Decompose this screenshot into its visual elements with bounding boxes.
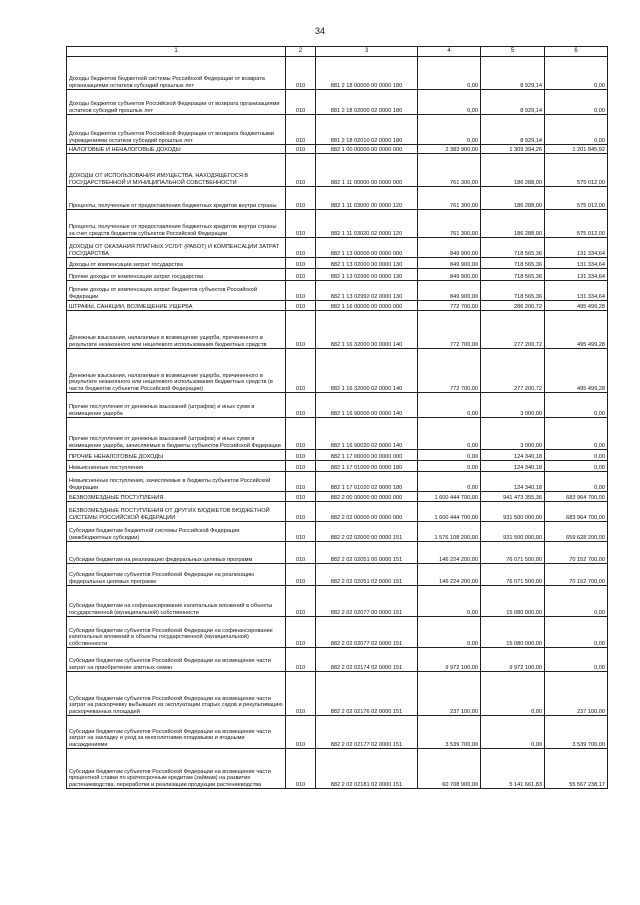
- row-name: Невыясненные поступления, зачисляемые в бюджеты субъектов Российской Федерации: [67, 472, 286, 492]
- row-value-unexecuted: 131 334,64: [545, 238, 608, 258]
- row-line-code: 010: [286, 672, 316, 716]
- row-value-approved: 237 100,00: [418, 672, 481, 716]
- row-budget-code: 881 2 18 00000 00 0000 180: [316, 57, 418, 90]
- table-row: [67, 187, 608, 210]
- row-budget-code: 882 2 02 00000 00 0000 000: [316, 502, 418, 522]
- row-budget-code: 882 1 13 02992 02 0000 130: [316, 281, 418, 301]
- row-line-code: 010: [286, 301, 316, 311]
- row-value-approved: 146 224 200,00: [418, 564, 481, 586]
- row-line-code: 010: [286, 393, 316, 418]
- row-value-approved: 761 300,00: [418, 187, 481, 210]
- row-name: Доходы бюджетов субъектов Российской Федерации от возврата организациями остатков субсидий прошлых лет: [67, 90, 286, 115]
- row-line-code: 010: [286, 461, 316, 472]
- table-row: [67, 586, 608, 617]
- row-value-unexecuted: 0,00: [545, 115, 608, 145]
- header-col-4: 4: [418, 47, 481, 57]
- row-value-executed: 941 473 355,36: [481, 492, 545, 502]
- row-value-unexecuted: 495 499,28: [545, 301, 608, 311]
- row-value-executed: 3 000,00: [481, 393, 545, 418]
- row-name: Субсидии бюджетам субъектов Российской Федерации на возмещение части процентной ставки по краткосрочным кредитам (займам) на развитие растениеводства, переработки и реализации продукции растениеводства: [67, 749, 286, 789]
- row-line-code: 010: [286, 586, 316, 617]
- row-budget-code: 882 1 11 00000 00 0000 000: [316, 154, 418, 187]
- row-value-approved: 2 383 900,00: [418, 145, 481, 154]
- row-value-executed: 186 288,00: [481, 187, 545, 210]
- row-name: Субсидии бюджетам субъектов Российской Федерации на реализацию федеральных целевых программ: [67, 564, 286, 586]
- row-line-code: 010: [286, 349, 316, 393]
- row-value-approved: 772 700,00: [418, 301, 481, 311]
- row-value-approved: 1 600 444 700,00: [418, 502, 481, 522]
- row-value-executed: 15 080 000,00: [481, 617, 545, 648]
- table-row: [67, 301, 608, 311]
- table-row: [67, 90, 608, 115]
- table-row: [67, 57, 608, 90]
- table-row: [67, 749, 608, 789]
- table-row: [67, 672, 608, 716]
- row-value-unexecuted: 131 334,64: [545, 258, 608, 269]
- row-name: ШТРАФЫ, САНКЦИИ, ВОЗМЕЩЕНИЕ УЩЕРБА: [67, 301, 286, 311]
- row-name: Денежные взыскания, налагаемые в возмещение ущерба, причиненного в результате незаконного или нецелевого использования бюджетных средств: [67, 311, 286, 349]
- table-row: [67, 522, 608, 542]
- row-value-executed: 718 565,36: [481, 269, 545, 281]
- table-row: [67, 648, 608, 672]
- row-budget-code: 882 2 02 02051 02 0000 151: [316, 564, 418, 586]
- header-col-3: 3: [316, 47, 418, 57]
- row-name: ДОХОДЫ ОТ ОКАЗАНИЯ ПЛАТНЫХ УСЛУГ (РАБОТ) И КОМПЕНСАЦИИ ЗАТРАТ ГОСУДАРСТВА: [67, 238, 286, 258]
- row-name: Субсидии бюджетам на софинансирование капитальных вложений в объекты государственной (муниципальной) собственности: [67, 586, 286, 617]
- row-name: Прочие поступления от денежных взысканий (штрафов) и иных сумм в возмещение ущерба: [67, 393, 286, 418]
- row-value-approved: 849 900,00: [418, 258, 481, 269]
- row-value-approved: 772 700,00: [418, 349, 481, 393]
- row-budget-code: 882 2 02 02181 02 0000 151: [316, 749, 418, 789]
- row-line-code: 010: [286, 522, 316, 542]
- row-value-executed: 286 200,72: [481, 301, 545, 311]
- row-name: Невыясненные поступления: [67, 461, 286, 472]
- row-line-code: 010: [286, 418, 316, 450]
- row-value-unexecuted: 0,00: [545, 461, 608, 472]
- row-value-unexecuted: 0,00: [545, 450, 608, 461]
- row-value-approved: 0,00: [418, 418, 481, 450]
- row-value-executed: 124 340,18: [481, 472, 545, 492]
- row-value-unexecuted: 683 964 700,00: [545, 492, 608, 502]
- row-budget-code: 882 1 11 03020 02 0000 120: [316, 210, 418, 238]
- table-row: [67, 492, 608, 502]
- row-value-executed: 124 340,18: [481, 461, 545, 472]
- row-value-approved: 849 900,00: [418, 238, 481, 258]
- row-value-unexecuted: 659 628 200,00: [545, 522, 608, 542]
- row-value-unexecuted: 70 152 700,00: [545, 542, 608, 564]
- row-budget-code: 882 1 16 90020 02 0000 140: [316, 418, 418, 450]
- row-value-executed: 15 080 000,00: [481, 586, 545, 617]
- table-row: [67, 716, 608, 749]
- row-value-approved: 761 300,00: [418, 210, 481, 238]
- row-budget-code: 882 2 02 02176 02 0000 151: [316, 672, 418, 716]
- row-value-approved: 772 700,00: [418, 311, 481, 349]
- row-value-approved: 0,00: [418, 115, 481, 145]
- table-row: [67, 154, 608, 187]
- row-value-executed: 76 071 500,00: [481, 542, 545, 564]
- row-value-approved: 0,00: [418, 57, 481, 90]
- header-col-6: 6: [545, 47, 608, 57]
- row-line-code: 010: [286, 115, 316, 145]
- report-body: [67, 57, 608, 789]
- table-row: [67, 472, 608, 492]
- row-value-unexecuted: 1 201 845,92: [545, 145, 608, 154]
- row-budget-code: 882 2 02 02077 02 0000 151: [316, 617, 418, 648]
- row-value-executed: 718 565,36: [481, 281, 545, 301]
- row-budget-code: 882 1 00 00000 00 0000 000: [316, 145, 418, 154]
- row-value-executed: 0,00: [481, 672, 545, 716]
- row-name: Субсидии бюджетам субъектов Российской Федерации на возмещение части затрат на раскорчевку выбывших из эксплуатации старых садов и рекультивацию раскорчеванных площадей: [67, 672, 286, 716]
- row-value-unexecuted: 131 334,64: [545, 269, 608, 281]
- row-value-unexecuted: 0,00: [545, 586, 608, 617]
- row-value-executed: 718 565,36: [481, 238, 545, 258]
- report-table: [66, 46, 608, 789]
- row-budget-code: 882 2 00 00000 00 0000 000: [316, 492, 418, 502]
- row-name: ДОХОДЫ ОТ ИСПОЛЬЗОВАНИЯ ИМУЩЕСТВА, НАХОДЯЩЕГОСЯ В ГОСУДАРСТВЕННОЙ И МУНИЦИПАЛЬНОЙ СОБСТВЕННОСТИ: [67, 154, 286, 187]
- table-row: [67, 418, 608, 450]
- row-budget-code: 882 1 17 01020 02 0000 180: [316, 472, 418, 492]
- row-value-approved: 1 600 444 700,00: [418, 492, 481, 502]
- row-budget-code: 882 1 13 02000 00 0000 130: [316, 258, 418, 269]
- row-budget-code: 882 1 16 32000 00 0000 140: [316, 311, 418, 349]
- row-name: Денежные взыскания, налагаемые в возмещение ущерба, причиненного в результате незаконного или нецелевого использования бюджетных средств (в части бюджетов субъектов Российской Федерации): [67, 349, 286, 393]
- row-line-code: 010: [286, 617, 316, 648]
- row-value-unexecuted: 237 100,00: [545, 672, 608, 716]
- row-line-code: 010: [286, 210, 316, 238]
- row-budget-code: 882 1 17 01000 00 0000 180: [316, 461, 418, 472]
- row-value-approved: 0,00: [418, 586, 481, 617]
- header-col-1: 1: [67, 47, 286, 57]
- table-row: [67, 210, 608, 238]
- row-value-executed: 718 565,36: [481, 258, 545, 269]
- row-value-unexecuted: 55 567 238,17: [545, 749, 608, 789]
- row-line-code: 010: [286, 502, 316, 522]
- row-value-executed: 931 500 000,00: [481, 502, 545, 522]
- row-value-approved: 3 539 700,00: [418, 716, 481, 749]
- row-budget-code: 882 1 11 03000 00 0000 120: [316, 187, 418, 210]
- table-row: [67, 564, 608, 586]
- row-value-executed: 931 500 000,00: [481, 522, 545, 542]
- row-line-code: 010: [286, 450, 316, 461]
- row-budget-code: 882 2 02 02177 02 0000 151: [316, 716, 418, 749]
- row-value-approved: 0,00: [418, 461, 481, 472]
- row-value-unexecuted: 131 334,64: [545, 281, 608, 301]
- row-value-unexecuted: 0,00: [545, 418, 608, 450]
- row-line-code: 010: [286, 311, 316, 349]
- row-value-executed: 76 071 500,00: [481, 564, 545, 586]
- row-line-code: 010: [286, 281, 316, 301]
- row-value-executed: 8 929,14: [481, 57, 545, 90]
- row-value-approved: 0,00: [418, 617, 481, 648]
- row-value-approved: 761 300,00: [418, 154, 481, 187]
- row-name: Прочие доходы от компенсации затрат государства: [67, 269, 286, 281]
- row-value-executed: 186 288,00: [481, 210, 545, 238]
- row-name: БЕЗВОЗМЕЗДНЫЕ ПОСТУПЛЕНИЯ ОТ ДРУГИХ БЮДЖЕТОВ БЮДЖЕТНОЙ СИСТЕМЫ РОССИЙСКОЙ ФЕДЕРАЦИИ: [67, 502, 286, 522]
- row-value-executed: 8 929,14: [481, 115, 545, 145]
- row-line-code: 010: [286, 542, 316, 564]
- row-name: Доходы бюджетов бюджетной системы Российской Федерации от возврата организациями остатков субсидий прошлых лет: [67, 57, 286, 90]
- row-value-executed: 277 200,72: [481, 349, 545, 393]
- row-value-executed: 277 200,72: [481, 311, 545, 349]
- table-row: [67, 502, 608, 522]
- table-row: [67, 145, 608, 154]
- page-number: 34: [314, 26, 325, 36]
- row-name: НАЛОГОВЫЕ И НЕНАЛОГОВЫЕ ДОХОДЫ: [67, 145, 286, 154]
- table-row: [67, 281, 608, 301]
- row-value-unexecuted: 495 499,28: [545, 349, 608, 393]
- row-value-approved: 849 900,00: [418, 281, 481, 301]
- row-value-executed: 5 141 661,83: [481, 749, 545, 789]
- row-value-unexecuted: 0,00: [545, 648, 608, 672]
- row-budget-code: 882 2 02 02077 00 0000 151: [316, 586, 418, 617]
- row-name: Субсидии бюджетам субъектов Российской Федерации на возмещение части затрат на приобретение элитных семян: [67, 648, 286, 672]
- row-line-code: 010: [286, 648, 316, 672]
- table-row: [67, 269, 608, 281]
- row-line-code: 010: [286, 57, 316, 90]
- row-name: БЕЗВОЗМЕЗДНЫЕ ПОСТУПЛЕНИЯ: [67, 492, 286, 502]
- row-value-unexecuted: 0,00: [545, 472, 608, 492]
- row-name: Прочие доходы от компенсации затрат бюджетов субъектов Российской Федерации: [67, 281, 286, 301]
- table-row: [67, 238, 608, 258]
- row-name: Субсидии бюджетам бюджетной системы Российской Федерации (межбюджетные субсидии): [67, 522, 286, 542]
- table-row: [67, 349, 608, 393]
- row-name: Субсидии бюджетам субъектов Российской Федерации на софинансирование капитальных вложений в объекты государственной (муниципальной) собственности: [67, 617, 286, 648]
- row-value-executed: 9 972 100,00: [481, 648, 545, 672]
- row-value-unexecuted: 3 539 700,00: [545, 716, 608, 749]
- row-line-code: 010: [286, 90, 316, 115]
- row-line-code: 010: [286, 154, 316, 187]
- row-name: Субсидии бюджетам субъектов Российской Федерации на возмещение части затрат на закладку и уход за многолетними плодовыми и ягодными насаждениями: [67, 716, 286, 749]
- row-value-unexecuted: 70 152 700,00: [545, 564, 608, 586]
- row-value-executed: 124 340,18: [481, 450, 545, 461]
- row-name: ПРОЧИЕ НЕНАЛОГОВЫЕ ДОХОДЫ: [67, 450, 286, 461]
- table-row: [67, 461, 608, 472]
- row-budget-code: 882 1 16 32000 02 0000 140: [316, 349, 418, 393]
- header-col-5: 5: [481, 47, 545, 57]
- row-budget-code: 882 1 16 00000 00 0000 000: [316, 301, 418, 311]
- row-value-executed: 8 929,14: [481, 90, 545, 115]
- row-value-unexecuted: 495 499,28: [545, 311, 608, 349]
- row-value-executed: 0,00: [481, 716, 545, 749]
- row-value-approved: 9 972 100,00: [418, 648, 481, 672]
- row-value-executed: 1 309 394,26: [481, 145, 545, 154]
- row-budget-code: 881 2 18 02000 02 0000 180: [316, 90, 418, 115]
- row-value-approved: 1 576 108 200,00: [418, 522, 481, 542]
- row-line-code: 010: [286, 238, 316, 258]
- table-row: [67, 115, 608, 145]
- row-value-approved: 0,00: [418, 90, 481, 115]
- table-row: [67, 258, 608, 269]
- row-line-code: 010: [286, 472, 316, 492]
- row-value-executed: 186 288,00: [481, 154, 545, 187]
- table-header-row: [67, 47, 608, 57]
- row-line-code: 010: [286, 258, 316, 269]
- row-value-approved: 146 224 200,00: [418, 542, 481, 564]
- row-line-code: 010: [286, 749, 316, 789]
- row-value-unexecuted: 0,00: [545, 617, 608, 648]
- table-row: [67, 311, 608, 349]
- row-value-approved: 849 900,00: [418, 269, 481, 281]
- row-value-approved: 0,00: [418, 393, 481, 418]
- row-budget-code: 882 1 17 00000 00 0000 000: [316, 450, 418, 461]
- row-value-unexecuted: 575 012,00: [545, 187, 608, 210]
- row-value-unexecuted: 575 012,00: [545, 154, 608, 187]
- row-name: Субсидии бюджетам на реализацию федеральных целевых программ: [67, 542, 286, 564]
- row-value-unexecuted: 683 964 700,00: [545, 502, 608, 522]
- row-line-code: 010: [286, 145, 316, 154]
- row-name: Проценты, полученные от предоставления бюджетных кредитов внутри страны за счет средств бюджетов субъектов Российской Федерации: [67, 210, 286, 238]
- row-value-unexecuted: 0,00: [545, 57, 608, 90]
- row-name: Доходы от компенсации затрат государства: [67, 258, 286, 269]
- row-value-approved: 0,00: [418, 450, 481, 461]
- header-col-2: 2: [286, 47, 316, 57]
- row-budget-code: 881 2 18 02010 02 0000 180: [316, 115, 418, 145]
- row-name: Доходы бюджетов субъектов Российской Федерации от возврата бюджетными учреждениями остатков субсидий прошлых лет: [67, 115, 286, 145]
- row-budget-code: 882 1 16 90000 00 0000 140: [316, 393, 418, 418]
- row-name: Проценты, полученные от предоставления бюджетных кредитов внутри страны: [67, 187, 286, 210]
- row-line-code: 010: [286, 187, 316, 210]
- row-budget-code: 882 1 13 02990 00 0000 130: [316, 269, 418, 281]
- row-line-code: 010: [286, 564, 316, 586]
- row-budget-code: 882 1 13 00000 00 0000 000: [316, 238, 418, 258]
- table-row: [67, 617, 608, 648]
- row-line-code: 010: [286, 269, 316, 281]
- row-value-executed: 3 000,00: [481, 418, 545, 450]
- row-name: Прочие поступления от денежных взысканий (штрафов) и иных сумм в возмещение ущерба, зачисляемые в бюджеты субъектов Российской Федерации: [67, 418, 286, 450]
- table-row: [67, 450, 608, 461]
- row-value-unexecuted: 575 012,00: [545, 210, 608, 238]
- row-line-code: 010: [286, 492, 316, 502]
- row-line-code: 010: [286, 716, 316, 749]
- table-row: [67, 393, 608, 418]
- row-value-unexecuted: 0,00: [545, 393, 608, 418]
- table-row: [67, 542, 608, 564]
- row-value-unexecuted: 0,00: [545, 90, 608, 115]
- row-budget-code: 882 2 02 02051 00 0000 151: [316, 542, 418, 564]
- row-value-approved: 0,00: [418, 472, 481, 492]
- row-budget-code: 882 2 02 02000 00 0000 151: [316, 522, 418, 542]
- row-budget-code: 882 2 02 02174 02 0000 151: [316, 648, 418, 672]
- row-value-approved: 60 708 900,00: [418, 749, 481, 789]
